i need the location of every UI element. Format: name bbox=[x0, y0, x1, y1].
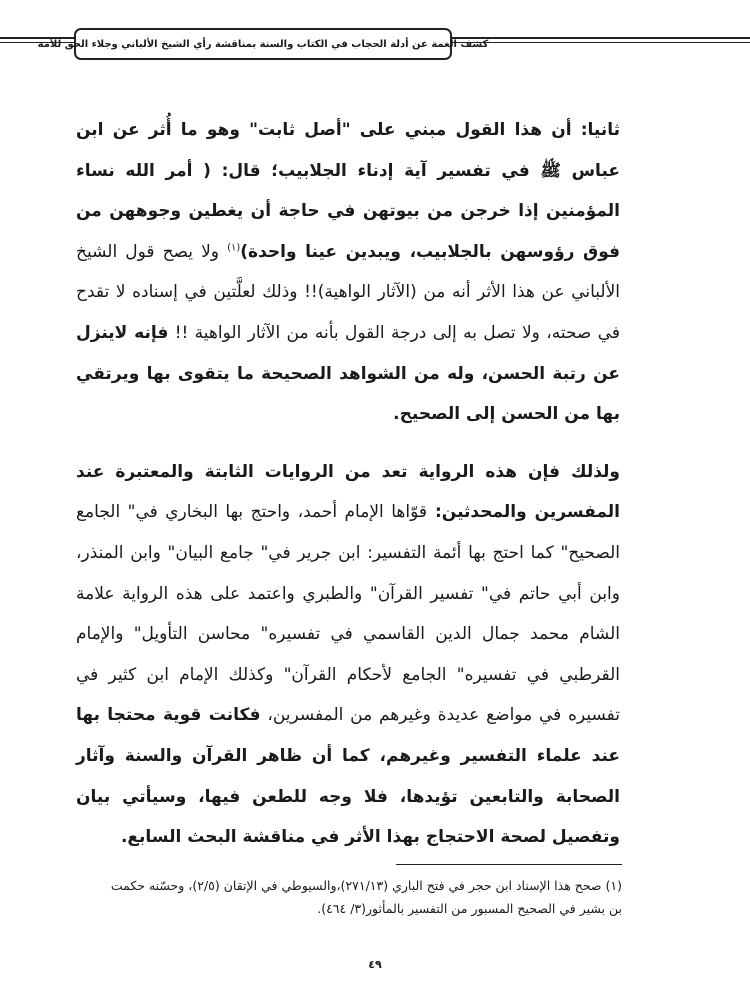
running-header bbox=[37, 28, 489, 60]
paragraph-2-bold-1: ولذلك فإن هذه الرواية تعد من الروايات الثابتة والمعتبرة عند المفسرين والمحدثين: bbox=[76, 461, 621, 523]
paragraph-1 bbox=[76, 110, 620, 435]
running-header-title: كشف الغمة عن أدلة الحجاب في الكتاب والسنة بمناقشة رأي الشيخ الألباني وجلاء الحق للأمة bbox=[37, 38, 489, 50]
footnote-1-line-2: بن بشير في الصحيح المسبور من التفسير بالمأثور(٣/ ٤٦٤). bbox=[317, 901, 622, 916]
page-number: ٤٩ bbox=[368, 958, 382, 971]
footnote-1-line-1: (١) صحح هذا الإسناد ابن حجر في فتح الباري (٢٧١/١٣)،والسيوطي في الإتقان (٢/٥)، وحسّنه حكمت bbox=[110, 878, 622, 893]
footnote-1 bbox=[76, 874, 622, 920]
paragraph-1-bold-2: فإنه لاينزل عن رتبة الحسن، وله من الشواهد الصحيحة ما يتقوى بها ويرتقي بها من الحسن إلى الصحيح. bbox=[76, 322, 620, 425]
paragraph-2 bbox=[76, 452, 620, 858]
page-body bbox=[76, 110, 620, 858]
footnote-ref-1[interactable]: (١) bbox=[227, 242, 241, 254]
paragraph-1-text-1: ولا يصح قول الشيخ الألباني عن هذا الأثر أنه من (الآثار الواهية)!! وذلك لعلَّتين في إسناده لا تقدح في صحته، ولا تصل به إلى درجة القول بأنه من الآثار الواهية !! bbox=[76, 241, 620, 343]
paragraph-1-bold-1: ثانيا: أن هذا القول مبني على "أصل ثابت" وهو ما أُثر عن ابن عباس ﷺ في تفسير آية إدناء الجلابيب؛ قال: ( أمر الله نساء المؤمنين إذا خرجن من بيوتهن في حاجة أن يغطين وجوههن من فوق رؤوسهن بالجلابيب، ويبدين عينا واحدة) bbox=[76, 120, 620, 262]
paragraph-2-bold-2: فكانت قوية محتجا بها عند علماء التفسير وغيرهم، كما أن ظاهر القرآن والسنة وآثار الصحابة والتابعين تؤيدها، فلا وجه للطعن فيها، وسيأتي بيان وتفصيل لصحة الاحتجاج بهذا الأثر في مناقشة البحث السابع. bbox=[76, 705, 620, 848]
footnote-separator bbox=[396, 864, 622, 865]
paragraph-2-text-1: قوّاها الإمام أحمد، واحتج بها البخاري في" الجامع الصحيح" كما احتج بها أئمة التفسير: ابن جرير في" جامع البيان" وابن المنذر، وابن أبي حاتم في" تفسير القرآن" والطبري واعتمد على هذه الرواية علامة الشام محمد جمال الدين القاسمي في تفسيره" محاسن التأويل" والإمام القرطبي في تفسيره" الجامع لأحكام القرآن" وكذلك الإمام ابن كثير في تفسيره في مواضع عديدة وغيرهم من المفسرين، bbox=[76, 502, 620, 726]
